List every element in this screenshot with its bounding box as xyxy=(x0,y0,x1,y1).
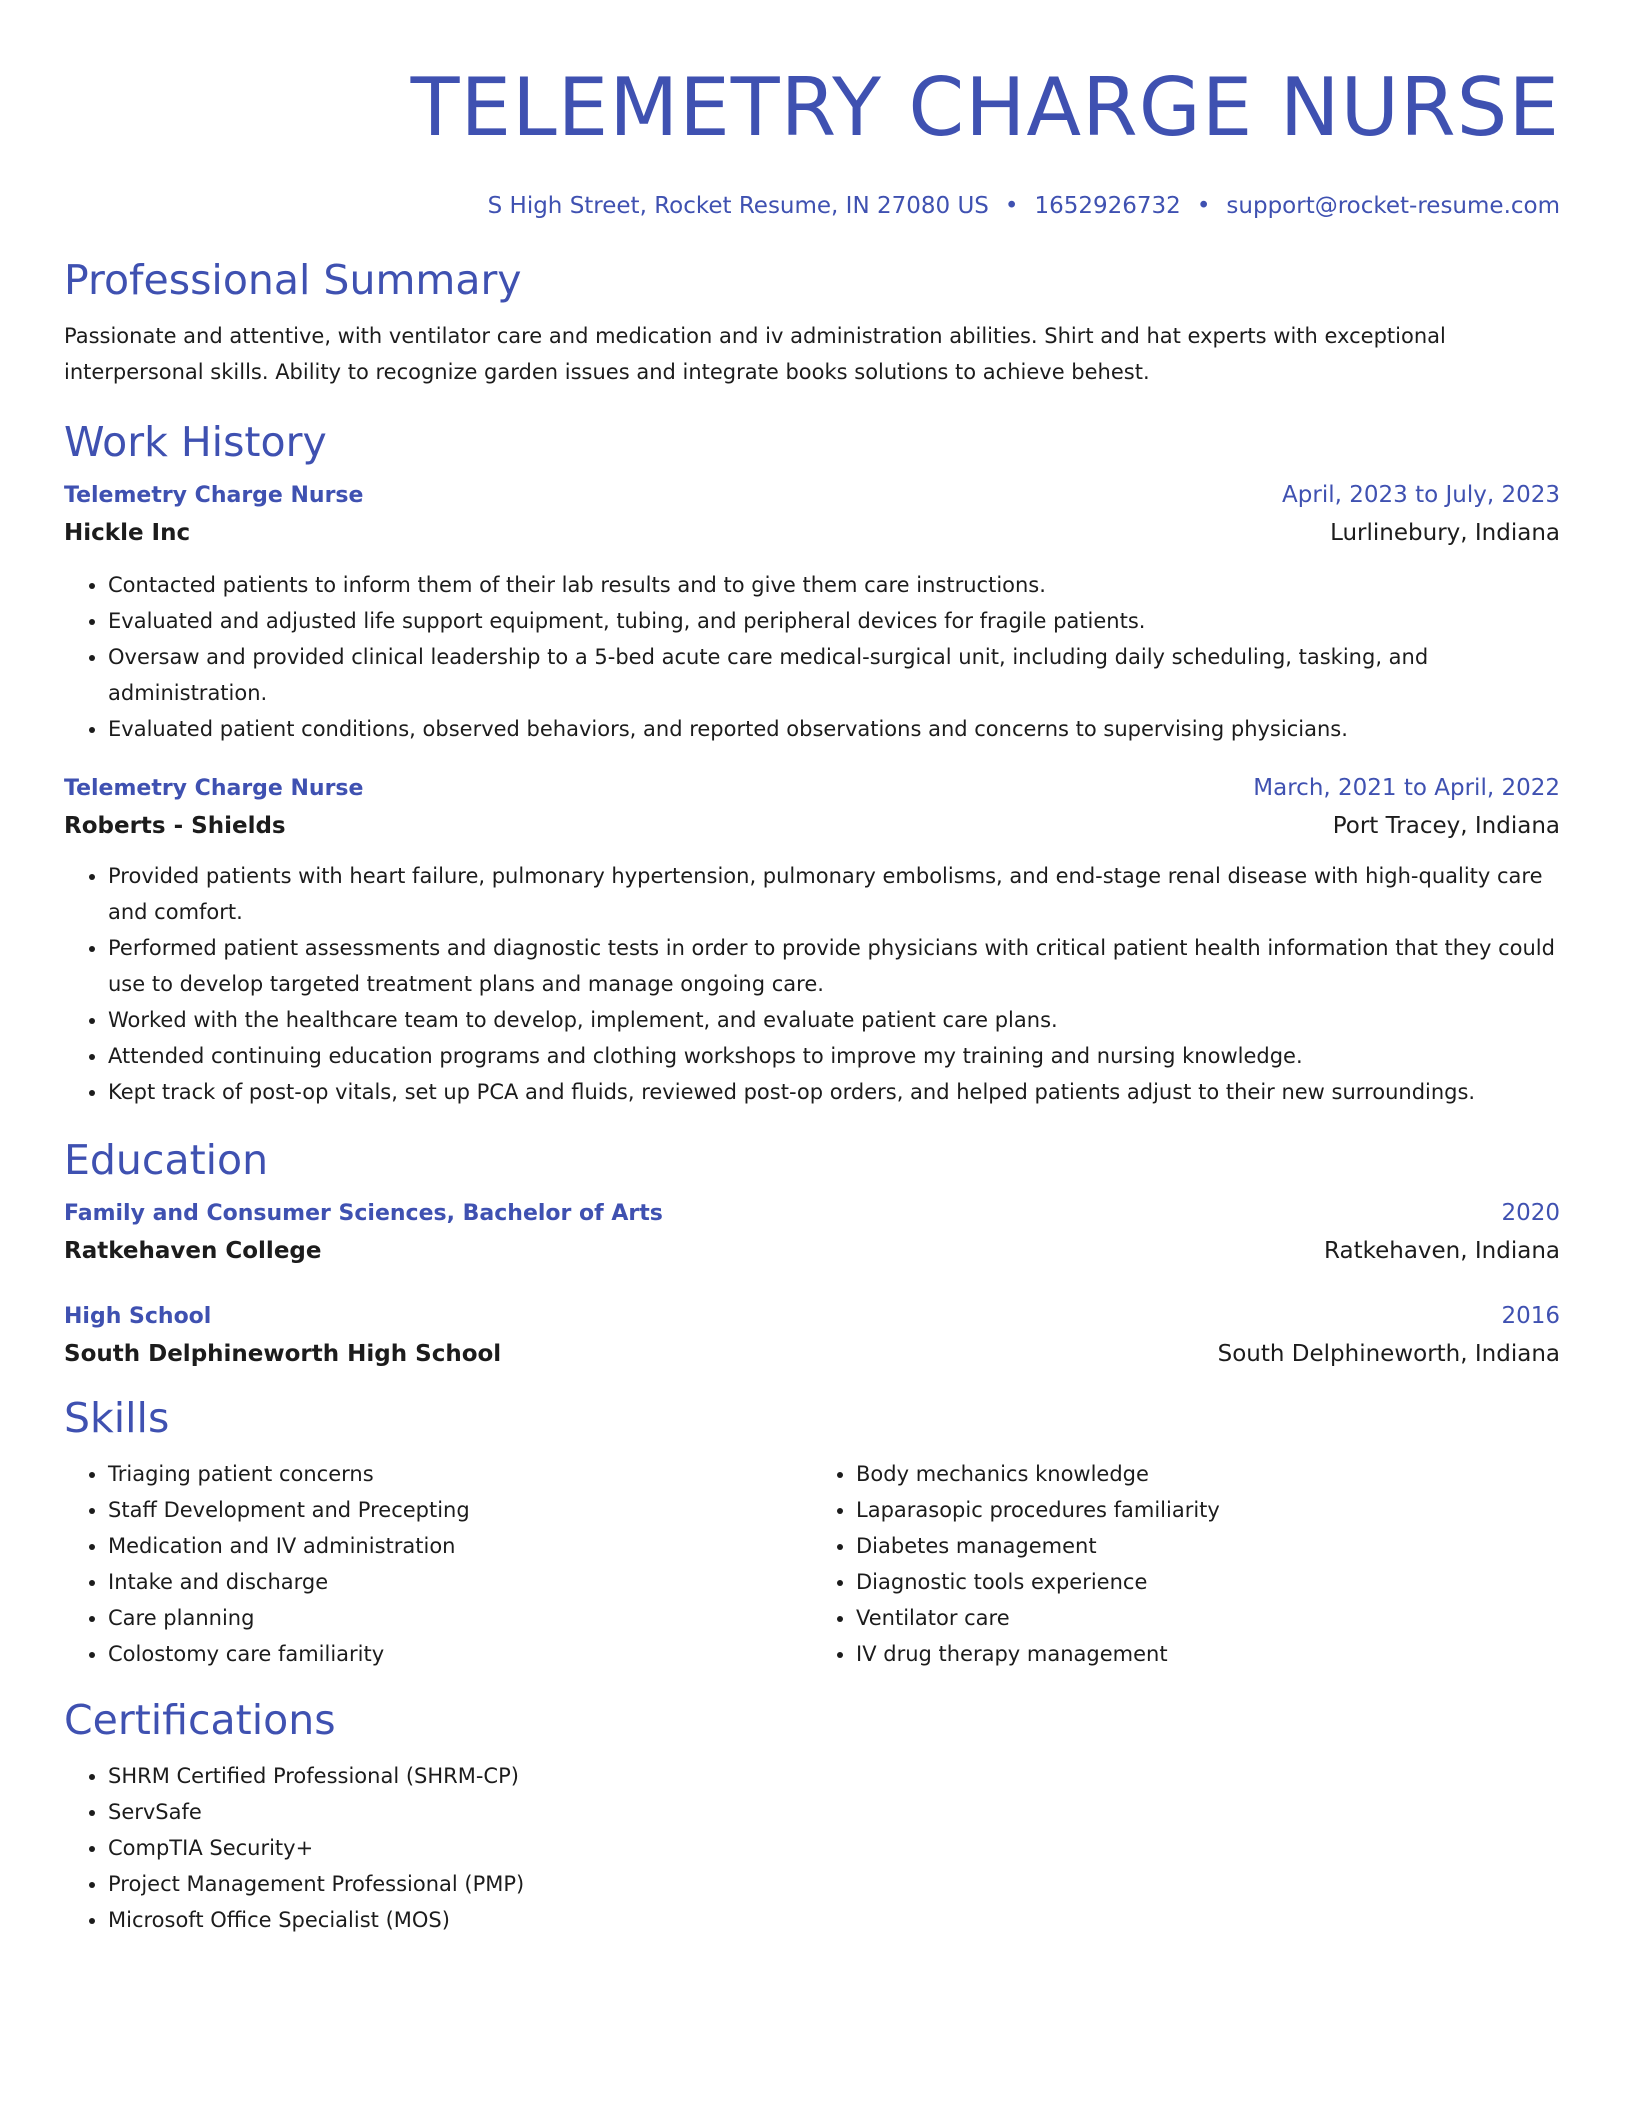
contact-separator: • xyxy=(1196,193,1211,219)
contact-address: S High Street, Rocket Resume, IN 27080 US xyxy=(487,193,989,219)
skill-item: • Care planning xyxy=(108,1600,812,1636)
education-entry xyxy=(64,1299,1560,1374)
education-location: Ratkehaven, Indiana xyxy=(1324,1238,1560,1264)
job-bullet: • Evaluated patient conditions, observed behaviors, and reported observations and concerns to supervising physicians. xyxy=(108,711,1560,747)
resume-name: TELEMETRY CHARGE NURSE xyxy=(410,61,1560,154)
job-bullet: • Attended continuing education programs and clothing workshops to improve my training and nursing knowledge. xyxy=(108,1038,1560,1074)
job-bullets xyxy=(64,567,1560,747)
skill-item: • Triaging patient concerns xyxy=(108,1456,812,1492)
job-company: Roberts - Shields xyxy=(64,813,286,839)
education-school-row xyxy=(64,1334,1560,1374)
education-school-row xyxy=(64,1231,1560,1271)
summary-text: Passionate and attentive, with ventilator care and medication and iv administration abilities. Shirt and hat experts with exceptional interpersonal skills. Ability to recognize garden issues and integrate books solutions to achieve behest. xyxy=(64,324,1446,384)
job-dates: March, 2021 to April, 2022 xyxy=(1253,775,1560,801)
resume-page xyxy=(64,48,1560,1938)
education-entry xyxy=(64,1196,1560,1271)
job-bullet: • Worked with the healthcare team to develop, implement, and evaluate patient care plans. xyxy=(108,1002,1560,1038)
education-degree: High School xyxy=(64,1304,212,1329)
education-degree: Family and Consumer Sciences, Bachelor of Arts xyxy=(64,1201,663,1226)
skill-item: • Diagnostic tools experience xyxy=(856,1564,1560,1600)
job-title: Telemetry Charge Nurse xyxy=(64,776,364,801)
education-year: 2020 xyxy=(1501,1200,1560,1226)
job-bullet: • Performed patient assessments and diagnostic tests in order to provide physicians with critical patient health information that they could use to develop targeted treatment plans and manage ongoing care. xyxy=(108,930,1560,1002)
certifications-heading: Certifications xyxy=(64,1696,336,1744)
skill-item: • Medication and IV administration xyxy=(108,1528,812,1564)
certification-item: • SHRM Certified Professional (SHRM-CP) xyxy=(108,1758,1560,1794)
job-entry xyxy=(64,771,1560,1110)
skill-item: • Diabetes management xyxy=(856,1528,1560,1564)
skill-item: • Colostomy care familiarity xyxy=(108,1636,812,1672)
skill-item: • Ventilator care xyxy=(856,1600,1560,1636)
certification-item: • CompTIA Security+ xyxy=(108,1830,1560,1866)
skills-heading: Skills xyxy=(64,1394,170,1442)
skill-item: • IV drug therapy management xyxy=(856,1636,1560,1672)
job-title: Telemetry Charge Nurse xyxy=(64,483,364,508)
contact-separator: • xyxy=(1004,193,1019,219)
work-history-heading: Work History xyxy=(64,418,327,466)
job-entry xyxy=(64,478,1560,747)
education-location: South Delphineworth, Indiana xyxy=(1217,1341,1560,1367)
skill-item: • Intake and discharge xyxy=(108,1564,812,1600)
job-dates: April, 2023 to July, 2023 xyxy=(1282,482,1560,508)
skill-item: • Body mechanics knowledge xyxy=(856,1456,1560,1492)
skills-columns xyxy=(64,1456,1560,1672)
job-bullet: • Oversaw and provided clinical leadership to a 5-bed acute care medical-surgical unit, including daily scheduling, tasking, and administration. xyxy=(108,639,1560,711)
skill-item: • Staff Development and Precepting xyxy=(108,1492,812,1528)
education-year: 2016 xyxy=(1501,1303,1560,1329)
job-bullet: • Contacted patients to inform them of their lab results and to give them care instructions. xyxy=(108,567,1560,603)
contact-line xyxy=(64,190,1560,222)
education-heading: Education xyxy=(64,1136,269,1184)
summary-heading: Professional Summary xyxy=(64,256,522,304)
education-school: Ratkehaven College xyxy=(64,1238,322,1264)
education-degree-row xyxy=(64,1196,1560,1231)
job-company: Hickle Inc xyxy=(64,520,191,546)
job-title-row xyxy=(64,478,1560,513)
job-bullet: • Provided patients with heart failure, pulmonary hypertension, pulmonary embolisms, and end-stage renal disease with high-quality care and comfort. xyxy=(108,858,1560,930)
skills-list-left xyxy=(64,1456,812,1672)
skills-list-right xyxy=(812,1456,1560,1672)
job-bullets xyxy=(64,858,1560,1110)
education-school: South Delphineworth High School xyxy=(64,1341,502,1367)
job-location: Lurlinebury, Indiana xyxy=(1330,520,1560,546)
certification-item: • Microsoft Office Specialist (MOS) xyxy=(108,1902,1560,1938)
job-company-row xyxy=(64,806,1560,846)
job-bullet: • Evaluated and adjusted life support equipment, tubing, and peripheral devices for fragile patients. xyxy=(108,603,1560,639)
job-bullet: • Kept track of post-op vitals, set up PCA and fluids, reviewed post-op orders, and helped patients adjust to their new surroundings. xyxy=(108,1074,1560,1110)
education-degree-row xyxy=(64,1299,1560,1334)
certification-item: • Project Management Professional (PMP) xyxy=(108,1866,1560,1902)
job-location: Port Tracey, Indiana xyxy=(1332,813,1560,839)
contact-email[interactable]: support@rocket-resume.com xyxy=(1226,193,1560,219)
certification-item: • ServSafe xyxy=(108,1794,1560,1830)
job-company-row xyxy=(64,513,1560,553)
certifications-list xyxy=(64,1758,1560,1938)
job-title-row xyxy=(64,771,1560,806)
skill-item: • Laparasopic procedures familiarity xyxy=(856,1492,1560,1528)
contact-phone: 1652926732 xyxy=(1034,193,1181,219)
